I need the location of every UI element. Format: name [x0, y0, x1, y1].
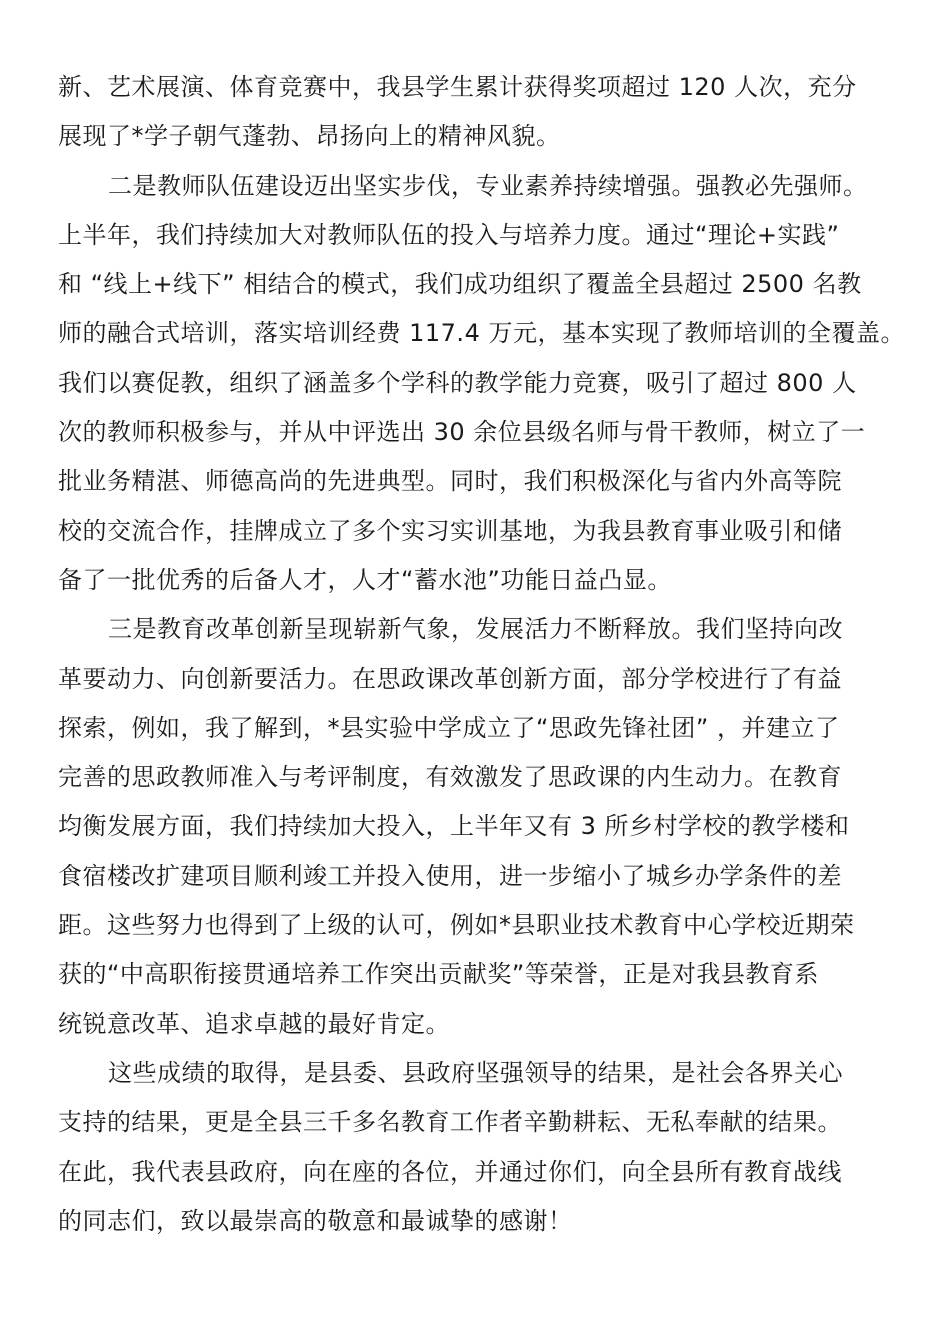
text-line: 的同志们，致以最崇高的敬意和最诚挚的感谢！ — [58, 1206, 573, 1235]
text-line: 食宿楼改扩建项目顺利竣工并投入使用，进一步缩小了城乡办学条件的差 — [58, 861, 842, 890]
text-line: 和 “线上+线下” 相结合的模式，我们成功组织了覆盖全县超过 2500 名教 — [58, 270, 862, 299]
paragraph-start-line: 二是教师队伍建设迈出坚实步伐，专业素养持续增强。强教必先强师。 — [108, 171, 868, 200]
text-line: 展现了*学子朝气蓬勃、昂扬向上的精神风貌。 — [58, 122, 561, 151]
text-line: 备了一批优秀的后备人才，人才“蓄水池”功能日益凸显。 — [58, 565, 672, 594]
text-line: 师的融合式培训，落实培训经费 117.4 万元，基本实现了教师培训的全覆盖。 — [58, 319, 905, 348]
paragraph-start-line: 三是教育改革创新呈现崭新气象，发展活力不断释放。我们坚持向改 — [108, 615, 843, 644]
text-line: 校的交流合作，挂牌成立了多个实习实训基地，为我县教育事业吸引和储 — [58, 516, 842, 545]
text-line: 获的“中高职衔接贯通培养工作突出贡献奖”等荣誉，正是对我县教育系 — [58, 960, 819, 989]
text-line: 距。这些努力也得到了上级的认可，例如*县职业技术教育中心学校近期荣 — [58, 911, 855, 940]
text-line: 革要动力、向创新要活力。在思政课改革创新方面，部分学校进行了有益 — [58, 664, 842, 693]
text-line: 批业务精湛、师德高尚的先进典型。同时，我们积极深化与省内外高等院 — [58, 467, 842, 496]
text-line: 完善的思政教师准入与考评制度，有效激发了思政课的内生动力。在教育 — [58, 763, 842, 792]
text-line: 上半年，我们持续加大对教师队伍的投入与培养力度。通过“理论+实践” — [58, 220, 840, 249]
text-line: 均衡发展方面，我们持续加大投入，上半年又有 3 所乡村学校的教学楼和 — [58, 812, 850, 841]
text-line: 次的教师积极参与，并从中评选出 30 余位县级名师与骨干教师，树立了一 — [58, 418, 866, 447]
paragraph-start-line: 这些成绩的取得，是县委、县政府坚强领导的结果，是社会各界关心 — [108, 1058, 843, 1087]
text-line: 在此，我代表县政府，向在座的各位，并通过你们，向全县所有教育战线 — [58, 1157, 842, 1186]
body-text — [58, 63, 913, 1246]
text-line: 新、艺术展演、体育竞赛中，我县学生累计获得奖项超过 120 人次，充分 — [58, 73, 857, 101]
text-line: 统锐意改革、追求卓越的最好肯定。 — [58, 1009, 450, 1038]
text-line: 我们以赛促教，组织了涵盖多个学科的教学能力竞赛，吸引了超过 800 人 — [58, 368, 857, 397]
text-line: 支持的结果，更是全县三千多名教育工作者辛勤耕耘、无私奉献的结果。 — [58, 1108, 842, 1137]
text-line: 探索，例如，我了解到，*县实验中学成立了“思政先锋社团” ，并建立了 — [58, 713, 840, 742]
